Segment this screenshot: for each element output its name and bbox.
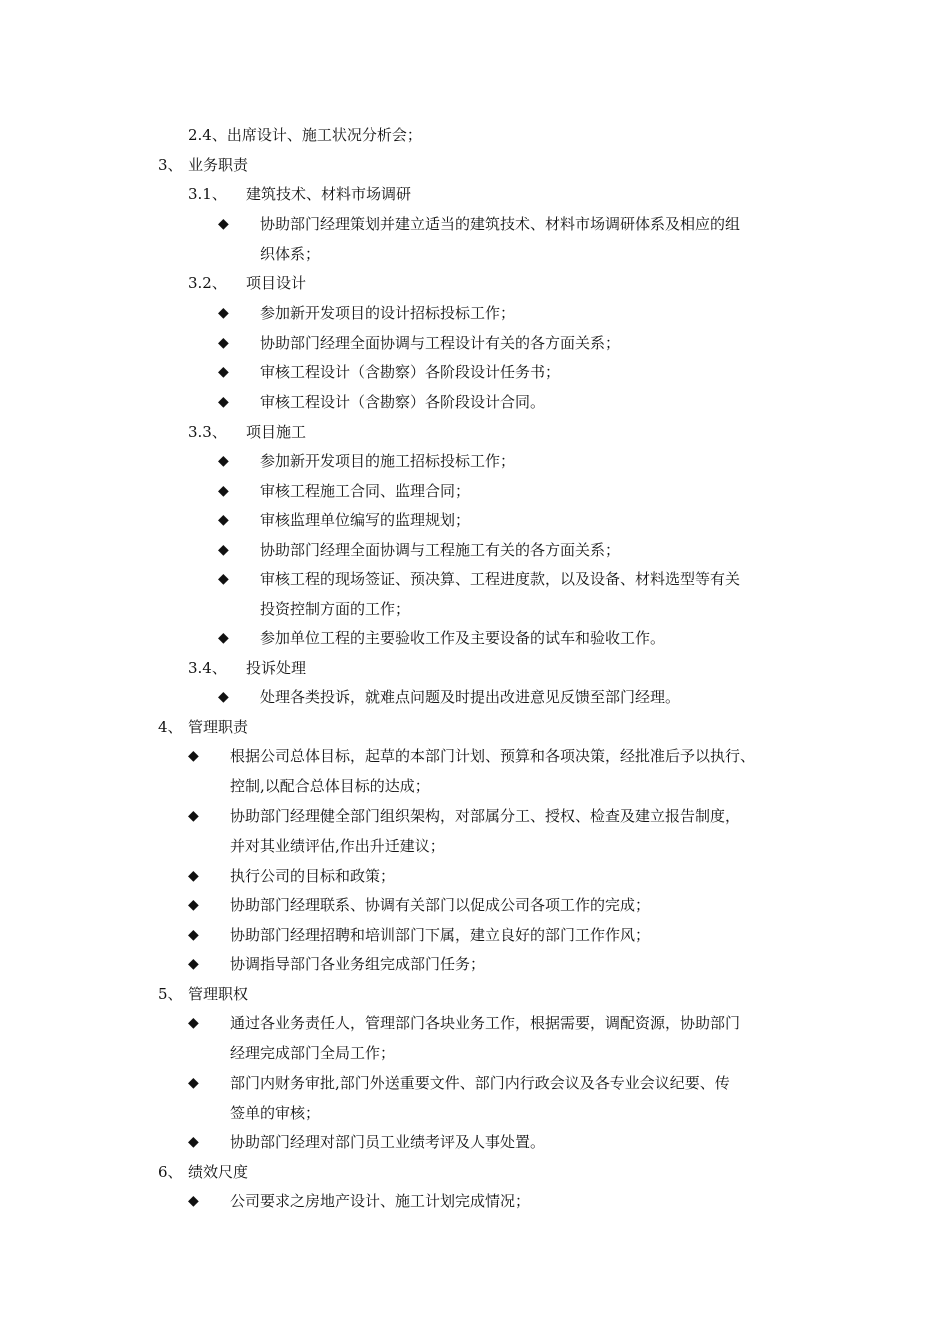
bullet-icon: ◆ [218,630,229,646]
bullet-icon: ◆ [188,808,199,824]
bullet-icon: ◆ [218,571,229,587]
bullet-icon: ◆ [188,1134,199,1150]
bullet-icon: ◆ [218,512,229,528]
bullet-icon: ◆ [218,364,229,380]
bullet-icon: ◆ [218,216,229,232]
list-item: 协助部门经理健全部门组织架构，对部属分工、授权、检查及建立报告制度， [230,807,741,825]
list-item-cont: 控制,以配合总体目标的达成； [230,777,430,795]
sub-3-2-title: 项目设计 [246,274,307,292]
sub-3-1-number: 3.1、 [188,185,227,203]
bullet-icon: ◆ [218,542,229,558]
list-item: 通过各业务责任人，管理部门各块业务工作，根据需要，调配资源，协助部门 [230,1014,741,1032]
sub-3-3-number: 3.3、 [188,423,227,441]
list-item: 协助部门经理策划并建立适当的建筑技术、材料市场调研体系及相应的组 [260,215,741,233]
bullet-icon: ◆ [188,1015,199,1031]
bullet-icon: ◆ [188,868,199,884]
bullet-icon: ◆ [218,305,229,321]
section-3-number: 3、 [158,156,183,174]
section-4-number: 4、 [158,718,183,736]
list-item-cont: 织体系； [260,245,321,263]
bullet-icon: ◆ [218,335,229,351]
list-item: 审核工程施工合同、监理合同； [260,482,471,500]
bullet-icon: ◆ [218,689,229,705]
section-4-title: 管理职责 [188,718,249,736]
bullet-icon: ◆ [188,956,199,972]
list-item: 参加新开发项目的施工招标投标工作； [260,452,516,470]
bullet-icon: ◆ [188,897,199,913]
section-6-number: 6、 [158,1163,183,1181]
list-item: 协助部门经理全面协调与工程设计有关的各方面关系； [260,334,621,352]
list-item-cont: 并对其业绩评估,作出升迁建议； [230,837,445,855]
list-item: 根据公司总体目标，起草的本部门计划、预算和各项决策，经批准后予以执行、 [230,747,756,765]
list-item: 公司要求之房地产设计、施工计划完成情况； [230,1192,531,1210]
list-item: 处理各类投诉，就难点问题及时提出改进意见反馈至部门经理。 [260,688,681,706]
bullet-icon: ◆ [218,394,229,410]
sub-3-4-title: 投诉处理 [246,659,307,677]
list-item-cont: 投资控制方面的工作； [260,600,411,618]
section-5-title: 管理职权 [188,985,249,1003]
bullet-icon: ◆ [188,1193,199,1209]
section-5-number: 5、 [158,985,183,1003]
list-item: 审核监理单位编写的监理规划； [260,511,471,529]
section-6-title: 绩效尺度 [188,1163,249,1181]
bullet-icon: ◆ [188,1075,199,1091]
list-item: 协助部门经理招聘和培训部门下属，建立良好的部门工作作风； [230,926,651,944]
bullet-icon: ◆ [218,483,229,499]
item-2-4: 2.4、出席设计、施工状况分析会； [188,126,422,144]
list-item: 协助部门经理联系、协调有关部门以促成公司各项工作的完成； [230,896,651,914]
bullet-icon: ◆ [188,748,199,764]
list-item: 审核工程设计（含勘察）各阶段设计任务书； [260,363,561,381]
list-item: 部门内财务审批,部门外送重要文件、部门内行政会议及各专业会议纪要、传 [230,1074,730,1092]
list-item: 协助部门经理全面协调与工程施工有关的各方面关系； [260,541,621,559]
sub-3-2-number: 3.2、 [188,274,227,292]
list-item: 审核工程设计（含勘察）各阶段设计合同。 [260,393,546,411]
list-item: 参加单位工程的主要验收工作及主要设备的试车和验收工作。 [260,629,666,647]
list-item: 协调指导部门各业务组完成部门任务； [230,955,486,973]
bullet-icon: ◆ [188,927,199,943]
section-3-title: 业务职责 [188,156,249,174]
bullet-icon: ◆ [218,453,229,469]
list-item: 审核工程的现场签证、预决算、工程进度款，以及设备、材料选型等有关 [260,570,741,588]
list-item-cont: 经理完成部门全局工作； [230,1044,396,1062]
sub-3-3-title: 项目施工 [246,423,307,441]
list-item: 协助部门经理对部门员工业绩考评及人事处置。 [230,1133,546,1151]
list-item: 参加新开发项目的设计招标投标工作； [260,304,516,322]
list-item: 执行公司的目标和政策； [230,867,396,885]
sub-3-1-title: 建筑技术、材料市场调研 [246,185,412,203]
sub-3-4-number: 3.4、 [188,659,227,677]
list-item-cont: 签单的审核； [230,1104,321,1122]
